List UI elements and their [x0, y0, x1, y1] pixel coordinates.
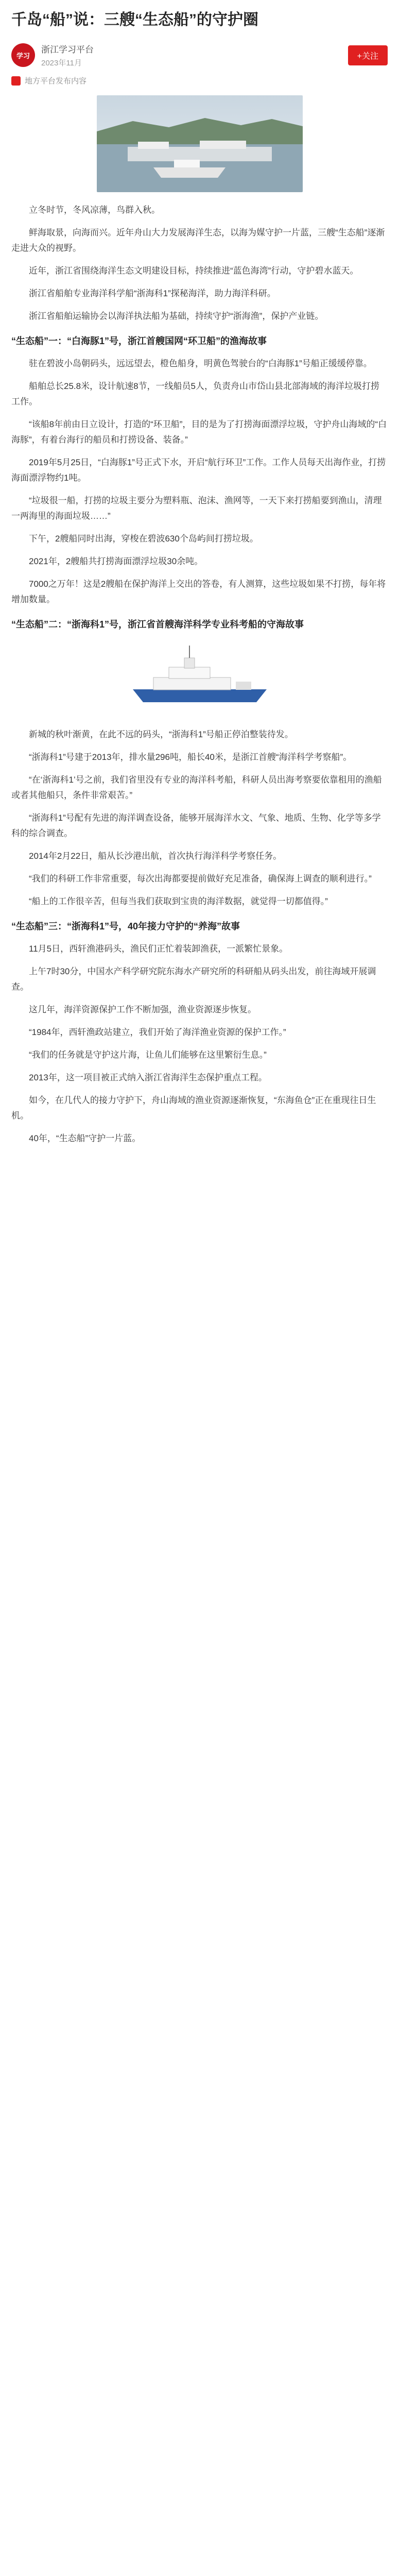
hero-image: [97, 95, 303, 192]
platform-tag: [11, 75, 388, 86]
source-info: [41, 42, 94, 68]
intro-paragraph: 浙江省船舶专业海洋科学船“浙海科1”探秘海洋，助力海洋科研。: [29, 289, 276, 298]
follow-button[interactable]: +关注: [348, 45, 388, 65]
section-paragraph: 船舶总长25.8米，设计航速8节，一线船员5人，负责舟山市岱山县北部海域的海洋垃圾打捞工作。: [11, 381, 379, 406]
section-paragraph: “在‘浙海科1’号之前，我们省里没有专业的海洋科考船，科研人员出海考察要依靠租用的渔船或者其他船只，条件非常艰苦。”: [11, 775, 382, 800]
intro-paragraph: 立冬时节，冬风凉薄，鸟群入秋。: [29, 205, 160, 215]
section-paragraph: 上午7时30分，中国水产科学研究院东海水产研究所的科研船从码头出发，前往海域开展调查。: [11, 967, 376, 992]
platform-icon: [11, 76, 21, 86]
publish-date: 2023年11月: [41, 59, 82, 67]
source-logo[interactable]: 学习: [11, 43, 35, 67]
section-paragraph: 新城的秋叶渐黄，在此不远的码头，“浙海科1”号船正停泊整装待发。: [29, 730, 293, 739]
section-paragraph: “浙海科1”号建于2013年，排水量296吨，船长40米，是浙江首艘“海洋科学考察船”。: [29, 752, 352, 762]
section-heading: “生态船”二：“浙海科1”号，浙江省首艘海洋科学专业科考船的守海故事: [11, 619, 304, 630]
section-paragraph: 这几年，海洋资源保护工作不断加强，渔业资源逐步恢复。: [29, 1005, 256, 1014]
platform-tag-label: 地方平台发布内容: [25, 77, 87, 86]
section-paragraph: 如今，在几代人的接力守护下，舟山海域的渔业资源逐渐恢复，“东海鱼仓”正在重现往日生机。: [11, 1095, 376, 1121]
section-paragraph: 下午，2艘船同时出海，穿梭在碧波630个岛屿间打捞垃圾。: [29, 534, 258, 544]
section-paragraph: 驻在碧波小岛朝码头，远远望去，橙色船身，明黄色驾驶台的“白海豚1”号船正缓缓停靠。: [29, 359, 372, 368]
section-paragraph: 11月5日，西轩渔港码头，渔民们正忙着装卸渔获，一派繁忙景象。: [29, 944, 288, 954]
section-heading: “生态船”一：“白海豚1”号，浙江首艘国网“环卫船”的渔海故事: [11, 336, 267, 346]
source-name[interactable]: 浙江学习平台: [41, 45, 94, 55]
source-bar: [11, 42, 388, 68]
section-paragraph: 2013年，这一项目被正式纳入浙江省海洋生态保护重点工程。: [29, 1073, 267, 1082]
section-paragraph: “船上的工作很辛苦，但每当我们获取到宝贵的海洋数据，就觉得一切都值得。”: [29, 896, 328, 906]
section-paragraph: 7000之万年！这是2艘船在保护海洋上交出的答卷，有人测算，这些垃圾如果不打捞，每年将增加数量。: [11, 579, 386, 604]
section-paragraph: 2019年5月25日，“白海豚1”号正式下水，开启“航行环卫”工作。工作人员每天出海作业，打捞海面漂浮物约1吨。: [11, 457, 386, 483]
section-paragraph: 2014年2月22日，船从长沙港出航，首次执行海洋科学考察任务。: [29, 851, 282, 861]
section-heading: “生态船”三：“浙海科1”号，40年接力守护的“养海”故事: [11, 921, 240, 931]
section-paragraph: “我们的任务就是守护这片海，让鱼儿们能够在这里繁衍生息。”: [29, 1050, 267, 1060]
section-paragraph: “该船8年前由日立设计，打造的“环卫船”，目的是为了打捞海面漂浮垃圾，守护舟山海域的“白海豚”，有着台海行的船员和打捞设备、装备。”: [11, 419, 387, 445]
section-paragraph: “1984年，西轩渔政站建立，我们开始了海洋渔业资源的保护工作。”: [29, 1027, 286, 1037]
intro-paragraph: 近年，浙江省围绕海洋生态文明建设目标，持续推进“蓝色海湾”行动，守护碧水蓝天。: [29, 266, 359, 276]
article-content: [0, 0, 399, 1146]
section-paragraph: “垃圾很一船，打捞的垃圾主要分为塑料瓶、泡沫、渔网等，一天下来打捞船要到渔山，清理一两海里的海面垃圾……”: [11, 496, 382, 521]
section-paragraph: 40年，“生态船”守护一片蓝。: [29, 1133, 141, 1143]
ship-image: [123, 640, 277, 718]
intro-paragraph: 浙江省船舶运输协会以海洋执法船为基础，持续守护“浙海渔”，保护产业链。: [29, 311, 324, 321]
section-paragraph: 2021年，2艘船共打捞海面漂浮垃圾30余吨。: [29, 556, 203, 566]
article-title: 千岛“船”说：三艘“生态船”的守护圈: [11, 11, 258, 28]
section-paragraph: “我们的科研工作非常重要，每次出海都要提前做好充足准备，确保海上调查的顺利进行。”: [29, 874, 372, 884]
section-paragraph: “浙海科1”号配有先进的海洋调查设备，能够开展海洋水文、气象、地质、生物、化学等多学科的综合调查。: [11, 813, 381, 838]
intro-paragraph: 鲜海取景，向海而兴。近年舟山大力发展海洋生态，以海为媒守护一片蓝，三艘“生态船”逐渐走进大众的视野。: [11, 228, 385, 253]
